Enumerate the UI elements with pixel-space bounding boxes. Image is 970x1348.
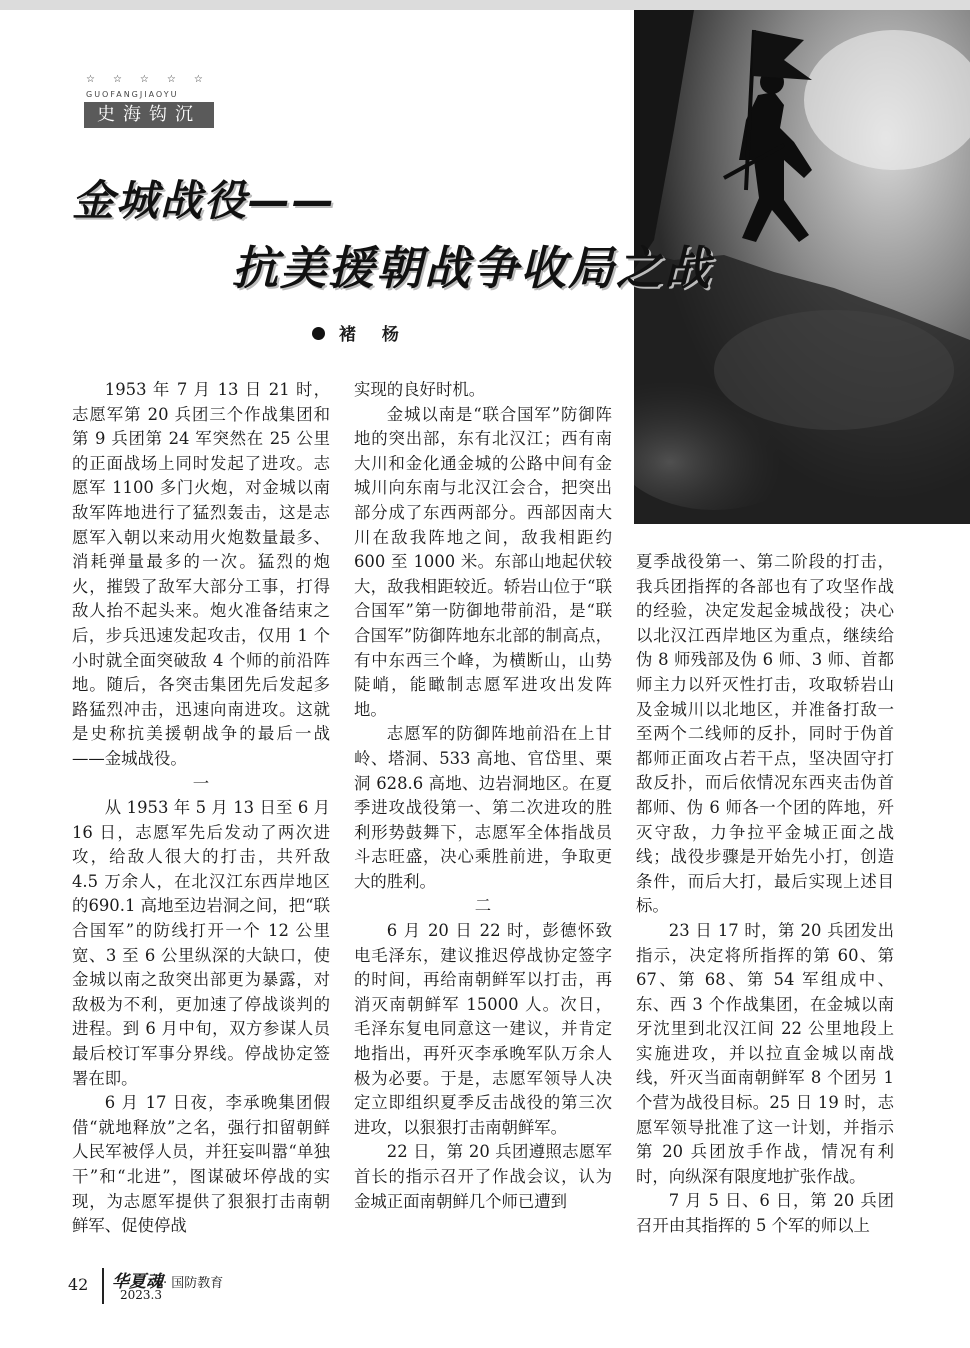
paragraph: 6 月 17 日夜，李承晚集团假借“就地释放”之名，强行扣留朝鲜人民军被俘人员，并狂妄叫嚣“单独干”和“北进”，图谋破坏停战的实现，为志愿军提供了狠狠打击南朝鲜军、促使停战 <box>72 1093 330 1236</box>
bullet-icon <box>312 327 325 340</box>
section-pinyin: GUOFANGJIAOYU <box>86 90 179 99</box>
paragraph: 从 1953 年 5 月 13 日至 6 月 16 日，志愿军先后发动了两次进攻，给敌人很大的打击，共歼敌 4.5 万余人，在北汉江东西岸地区的690.1 高地至边岩洞之间，把“联合国军”的防线打开一个 12 公里宽、3 至 6 公里纵深的大缺口，使金城以南之敌突出部更为暴露，对敌极为不利，更加速了停战谈判的进程。到 6 月中旬，双方参谋人员最后校订军事分界线。停战协定签署在即。 <box>72 798 330 1088</box>
paragraph: 金城以南是“联合国军”防御阵地的突出部，东有北汉江；西有南大川和金化通金城的公路中间有金城川向东南与北汉江会合，把突出部分成了东西两部分。西部因南大川在敌我阵地之间，敌我相距约 600 至 1000 米。东部山地起伏较大，敌我相距较近。轿岩山位于“联合国军”第一防御地带前沿，是“联合国军”防御阵地东北部的制高点，有中东西三个峰，为横断山，山势陡峭，能瞰制志愿军进攻出发阵地。 <box>354 404 612 719</box>
page-number: 42 <box>68 1275 89 1294</box>
paragraph: 志愿军的防御阵地前沿在上甘岭、塔洞、533 高地、官岱里、栗洞 628.6 高地、边岩洞地区。在夏季进攻战役第一、第二次进攻的胜利形势鼓舞下，志愿军全体指战员斗志旺盛，决心乘胜前进，争取更大的胜利。 <box>354 724 612 891</box>
author-name: 褚 杨 <box>339 325 409 345</box>
text-column-1 <box>72 378 330 1239</box>
magazine-title: 华夏魂 <box>112 1272 163 1292</box>
paragraph: 6 月 20 日 22 时，彭德怀致电毛泽东，建议推迟停战协定签字的时间，再给南朝鲜军以打击，再消灭南朝鲜军 15000 人。次日，毛泽东复电同意这一建议，并肯定地指出，再歼灭李承晚军队万余人极为必要。于是，志愿军领导人决定立即组织夏季反击战役的第三次进攻，以狠狠打击南朝鲜军。 <box>354 921 612 1137</box>
author-byline <box>312 320 409 345</box>
footer-divider <box>102 1268 104 1304</box>
paragraph: 夏季战役第一、第二阶段的打击，我兵团指挥的各部也有了攻坚作战的经验，决定发起金城战役；决心以北汉江西岸地区为重点，继续给伪 8 师残部及伪 6 师、3 师、首都师主力以歼灭性打击，攻取轿岩山及金城川以北地区，并准备打敌一至两个二线师的反扑，同时于伪首都师正面攻占若干点，坚决固守打敌反扑，而后依情况东西夹击伪首都师、伪 6 师各一个团的阵地，歼灭守敌，力争拉平金城正面之战线；战役步骤是开始先小打，创造条件，而后大打，最后实现上述目标。 <box>636 552 894 916</box>
paragraph: 23 日 17 时，第 20 兵团发出指示，决定将所指挥的第 60、第 67、第 68、第 54 军组成中、东、西 3 个作战集团，在金城以南牙沈里到北汉江间 22 公里地段上实施进攻，并以拉直金城以南战线，歼灭当面南朝鲜军 8 个团另 1 个营为战役目标。25 日 19 时，志愿军领导批准了这一计划，并指示第 20 兵团放手作战，情况有利时，向纵深有限度地扩张作战。 <box>636 920 894 1186</box>
magazine-section: · 国防教育 <box>163 1276 224 1291</box>
section-heading-2: 二 <box>474 896 492 916</box>
text-column-2 <box>354 378 612 1214</box>
text-column-3 <box>636 550 894 1239</box>
top-rule <box>0 0 970 10</box>
issue-date: 2023.3 <box>120 1288 162 1302</box>
paragraph: 实现的良好时机。 <box>354 380 486 399</box>
title-line-2: 抗美援朝战争收局之战 <box>232 241 712 295</box>
section-heading-1: 一 <box>192 773 210 793</box>
paragraph: 7 月 5 日、6 日，第 20 兵团召开由其指挥的 5 个军的师以上 <box>636 1191 894 1236</box>
title-line-1: 金城战役—— <box>72 176 337 225</box>
column-badge: 史海钩沉 <box>84 102 214 128</box>
paragraph: 22 日，第 20 兵团遵照志愿军首长的指示召开了作战会议，认为金城正面南朝鲜几个师已遭到 <box>354 1142 612 1211</box>
paragraph: 1953 年 7 月 13 日 21 时，志愿军第 20 兵团三个作战集团和第 9 兵团第 24 军突然在 25 公里的正面战场上同时发起了进攻。志愿军 1100 多门火炮，对金城以南敌军阵地进行了猛烈轰击，这是志愿军入朝以来动用火炮数量最多、消耗弹量最多的一次。猛烈的炮火，摧毁了敌军大部分工事，打得敌人抬不起头来。炮火准备结束之后，步兵迅速发起攻击，仅用 1 个小时就全面突破敌 4 个师的前沿阵地。随后，各突击集团先后发起多路猛烈冲击，迅速向南进攻。这就是史称抗美援朝战争的最后一战——金城战役。 <box>72 380 330 768</box>
decorative-stars: ☆☆☆☆☆ <box>86 74 221 85</box>
